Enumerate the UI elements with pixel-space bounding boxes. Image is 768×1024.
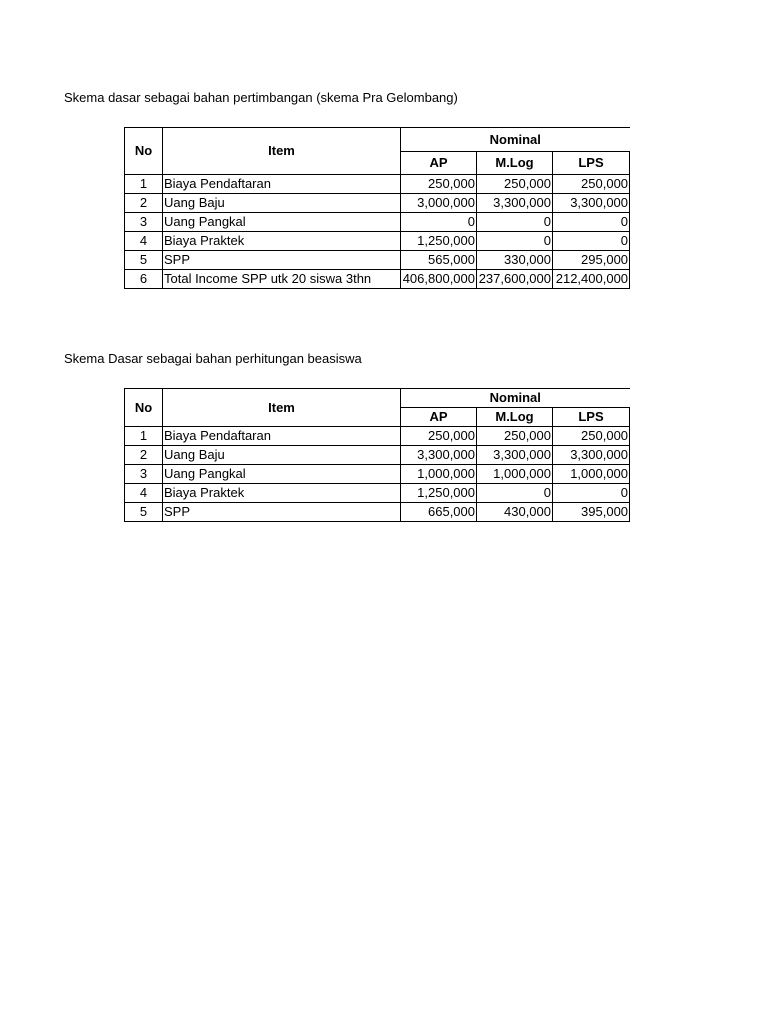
table-row <box>125 194 630 213</box>
cell-lps: 3,300,000 <box>553 446 630 465</box>
cell-no: 3 <box>125 465 163 484</box>
cell-ap: 565,000 <box>401 251 477 270</box>
cell-mlog: 330,000 <box>477 251 553 270</box>
table-row <box>125 232 630 251</box>
cell-ap: 250,000 <box>401 427 477 446</box>
cell-item: Uang Baju <box>163 194 401 213</box>
cell-no: 5 <box>125 251 163 270</box>
section1-caption: Skema dasar sebagai bahan pertimbangan (skema Pra Gelombang) <box>64 90 458 105</box>
cell-lps: 212,400,000 <box>553 270 630 289</box>
cell-no: 5 <box>125 503 163 522</box>
cell-ap: 665,000 <box>401 503 477 522</box>
header-lps: LPS <box>553 152 630 175</box>
cell-item: Uang Baju <box>163 446 401 465</box>
cell-item: Uang Pangkal <box>163 213 401 232</box>
header-mlog: M.Log <box>477 408 553 427</box>
cell-lps: 395,000 <box>553 503 630 522</box>
header-ap: AP <box>401 152 477 175</box>
cell-item: Biaya Praktek <box>163 484 401 503</box>
table-row <box>125 270 630 289</box>
cell-ap: 0 <box>401 213 477 232</box>
table-row <box>125 465 630 484</box>
cell-item: Biaya Pendaftaran <box>163 427 401 446</box>
table-row <box>125 251 630 270</box>
cell-lps: 0 <box>553 484 630 503</box>
cell-no: 3 <box>125 213 163 232</box>
cell-item: Uang Pangkal <box>163 465 401 484</box>
cell-item: SPP <box>163 503 401 522</box>
cell-no: 6 <box>125 270 163 289</box>
cell-mlog: 0 <box>477 213 553 232</box>
cell-ap: 3,000,000 <box>401 194 477 213</box>
cell-no: 2 <box>125 194 163 213</box>
cell-ap: 1,250,000 <box>401 232 477 251</box>
section2-caption: Skema Dasar sebagai bahan perhitungan beasiswa <box>64 351 362 366</box>
fee-table-pra-gelombang <box>124 127 630 289</box>
cell-no: 4 <box>125 232 163 251</box>
header-nominal: Nominal <box>401 128 630 152</box>
cell-ap: 3,300,000 <box>401 446 477 465</box>
cell-mlog: 237,600,000 <box>477 270 553 289</box>
cell-no: 1 <box>125 427 163 446</box>
cell-item: SPP <box>163 251 401 270</box>
header-mlog: M.Log <box>477 152 553 175</box>
cell-lps: 3,300,000 <box>553 194 630 213</box>
table-row <box>125 175 630 194</box>
cell-lps: 250,000 <box>553 427 630 446</box>
cell-ap: 250,000 <box>401 175 477 194</box>
header-item: Item <box>163 389 401 427</box>
cell-mlog: 250,000 <box>477 175 553 194</box>
cell-no: 4 <box>125 484 163 503</box>
cell-mlog: 0 <box>477 484 553 503</box>
cell-lps: 250,000 <box>553 175 630 194</box>
cell-mlog: 0 <box>477 232 553 251</box>
cell-lps: 1,000,000 <box>553 465 630 484</box>
cell-ap: 406,800,000 <box>401 270 477 289</box>
cell-lps: 295,000 <box>553 251 630 270</box>
header-no: No <box>125 128 163 175</box>
header-ap: AP <box>401 408 477 427</box>
cell-lps: 0 <box>553 232 630 251</box>
table-row <box>125 484 630 503</box>
header-item: Item <box>163 128 401 175</box>
header-lps: LPS <box>553 408 630 427</box>
cell-ap: 1,000,000 <box>401 465 477 484</box>
cell-mlog: 430,000 <box>477 503 553 522</box>
header-no: No <box>125 389 163 427</box>
table-row <box>125 446 630 465</box>
cell-item: Total Income SPP utk 20 siswa 3thn <box>163 270 401 289</box>
cell-mlog: 3,300,000 <box>477 194 553 213</box>
header-nominal: Nominal <box>401 389 630 408</box>
cell-mlog: 3,300,000 <box>477 446 553 465</box>
cell-ap: 1,250,000 <box>401 484 477 503</box>
table-row <box>125 503 630 522</box>
cell-item: Biaya Praktek <box>163 232 401 251</box>
cell-mlog: 250,000 <box>477 427 553 446</box>
table-row <box>125 427 630 446</box>
cell-lps: 0 <box>553 213 630 232</box>
fee-table-beasiswa <box>124 388 630 522</box>
table-row <box>125 213 630 232</box>
cell-no: 1 <box>125 175 163 194</box>
cell-no: 2 <box>125 446 163 465</box>
cell-item: Biaya Pendaftaran <box>163 175 401 194</box>
cell-mlog: 1,000,000 <box>477 465 553 484</box>
